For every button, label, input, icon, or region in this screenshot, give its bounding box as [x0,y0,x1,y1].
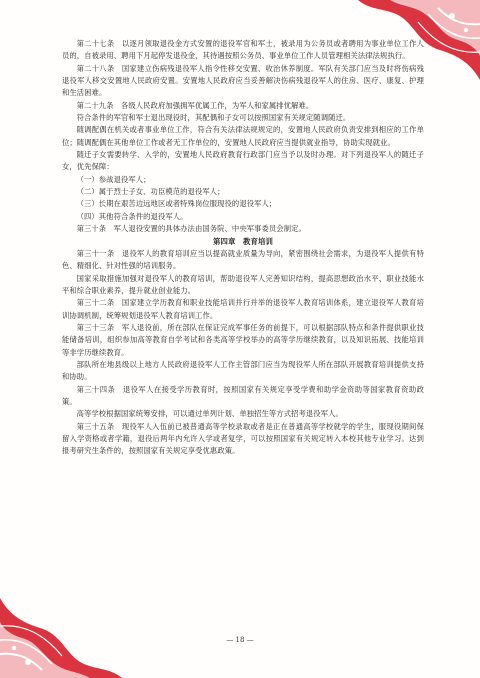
bottom-left-ornament [0,568,150,678]
document-body [62,38,424,458]
article-34: 第三十四条 退役军人在接受学历教育时，按照国家有关规定享受学费和助学金资助等国家教育资助政策。 [62,384,424,406]
paragraph: 随调配偶在机关或者事业单位工作，符合有关法律法规规定的，安置地人民政府负责安排到相应的工作单位；随调配偶在其他单位工作或者无工作单位的，安置地人民政府应当提供就业指导，协助实现就业。 [62,125,424,147]
article-28: 第二十八条 国家建立伤病残退役军人指令性移交安置、收治休养制度。军队有关部门应当及时将伤病残退役军人移交安置地人民政府安置。安置地人民政府应当妥善解决伤病残退役军人的住房、医疗、康复、护理和生活困难。 [62,63,424,98]
page-number: — 18 — [226,636,254,644]
article-35: 第三十五条 现役军人入伍前已被普通高等学校录取或者是正在普通高等学校就学的学生，服现役期间保留入学资格或者学籍，退役后两年内允许入学或者复学，可以按照国家有关规定转入本校其他专业学习。达到报考研究生条件的，按照国家有关规定享受优惠政策。 [62,421,424,456]
list-item: （四）其他符合条件的退役军人。 [76,211,188,221]
paragraph: 随迁子女需要转学、入学的，安置地人民政府教育行政部门应当予以及时办理。对下列退役军人的随迁子女，优先保障： [62,150,424,172]
list-item: （一）参战退役军人； [76,174,151,184]
paragraph: 部队所在地县级以上地方人民政府退役军人工作主管部门应当为现役军人所在部队开展教育培训提供支持和协助。 [62,359,424,382]
article-27: 第二十七条 以逐月领取退役金方式安置的退役军官和军士，被录用为公务员或者聘用为事业单位工作人员的，自被录用、聘用下月起停发退役金，其待遇按照公务员、事业单位工作人员管理相关法律法规执行。 [62,39,424,61]
paragraph: 符合条件的军官和军士退出现役时，其配偶和子女可以按照国家有关规定随调随迁。 [76,113,351,123]
list-item: （三）长期在艰苦边远地区或者特殊岗位服现役的退役军人； [76,199,277,209]
paragraph: 高等学校根据国家统筹安排，可以通过单列计划、单独招生等方式招考退役军人。 [76,409,343,419]
article-33: 第三十三条 军人退役前，所在部队在保证完成军事任务的前提下，可以根据部队特点和条件提供职业技能储备培训，组织参加高等教育自学考试和各类高等学校举办的高等学历继续教育，以及知识拓展、技能培训等非学历继续教育。 [62,322,424,357]
list-item: （二）属于烈士子女、功臣模范的退役军人； [76,187,225,197]
article-32: 第三十二条 国家建立学历教育和职业技能培训并行并举的退役军人教育培训体系，建立退役军人教育培训协调机制，统筹规划退役军人教育培训工作。 [62,298,424,320]
paragraph: 国家采取措施加强对退役军人的教育培训，帮助退役军人完善知识结构，提高思想政治水平、职业技能水平和综合职业素养，提升就业创业能力。 [62,273,424,295]
chapter-heading: 第四章 教育培训 [213,236,273,246]
article-30: 第三十条 军人退役安置的具体办法由国务院、中央军事委员会制定。 [76,224,306,234]
article-31: 第三十一条 退役军人的教育培训应当以提高就业质量为导向，紧密围绕社会需求，为退役军人提供有特色、精细化、针对性强的培训服务。 [62,248,424,271]
article-29: 第二十九条 各级人民政府加强拥军优属工作，为军人和家属排忧解难。 [76,100,314,110]
